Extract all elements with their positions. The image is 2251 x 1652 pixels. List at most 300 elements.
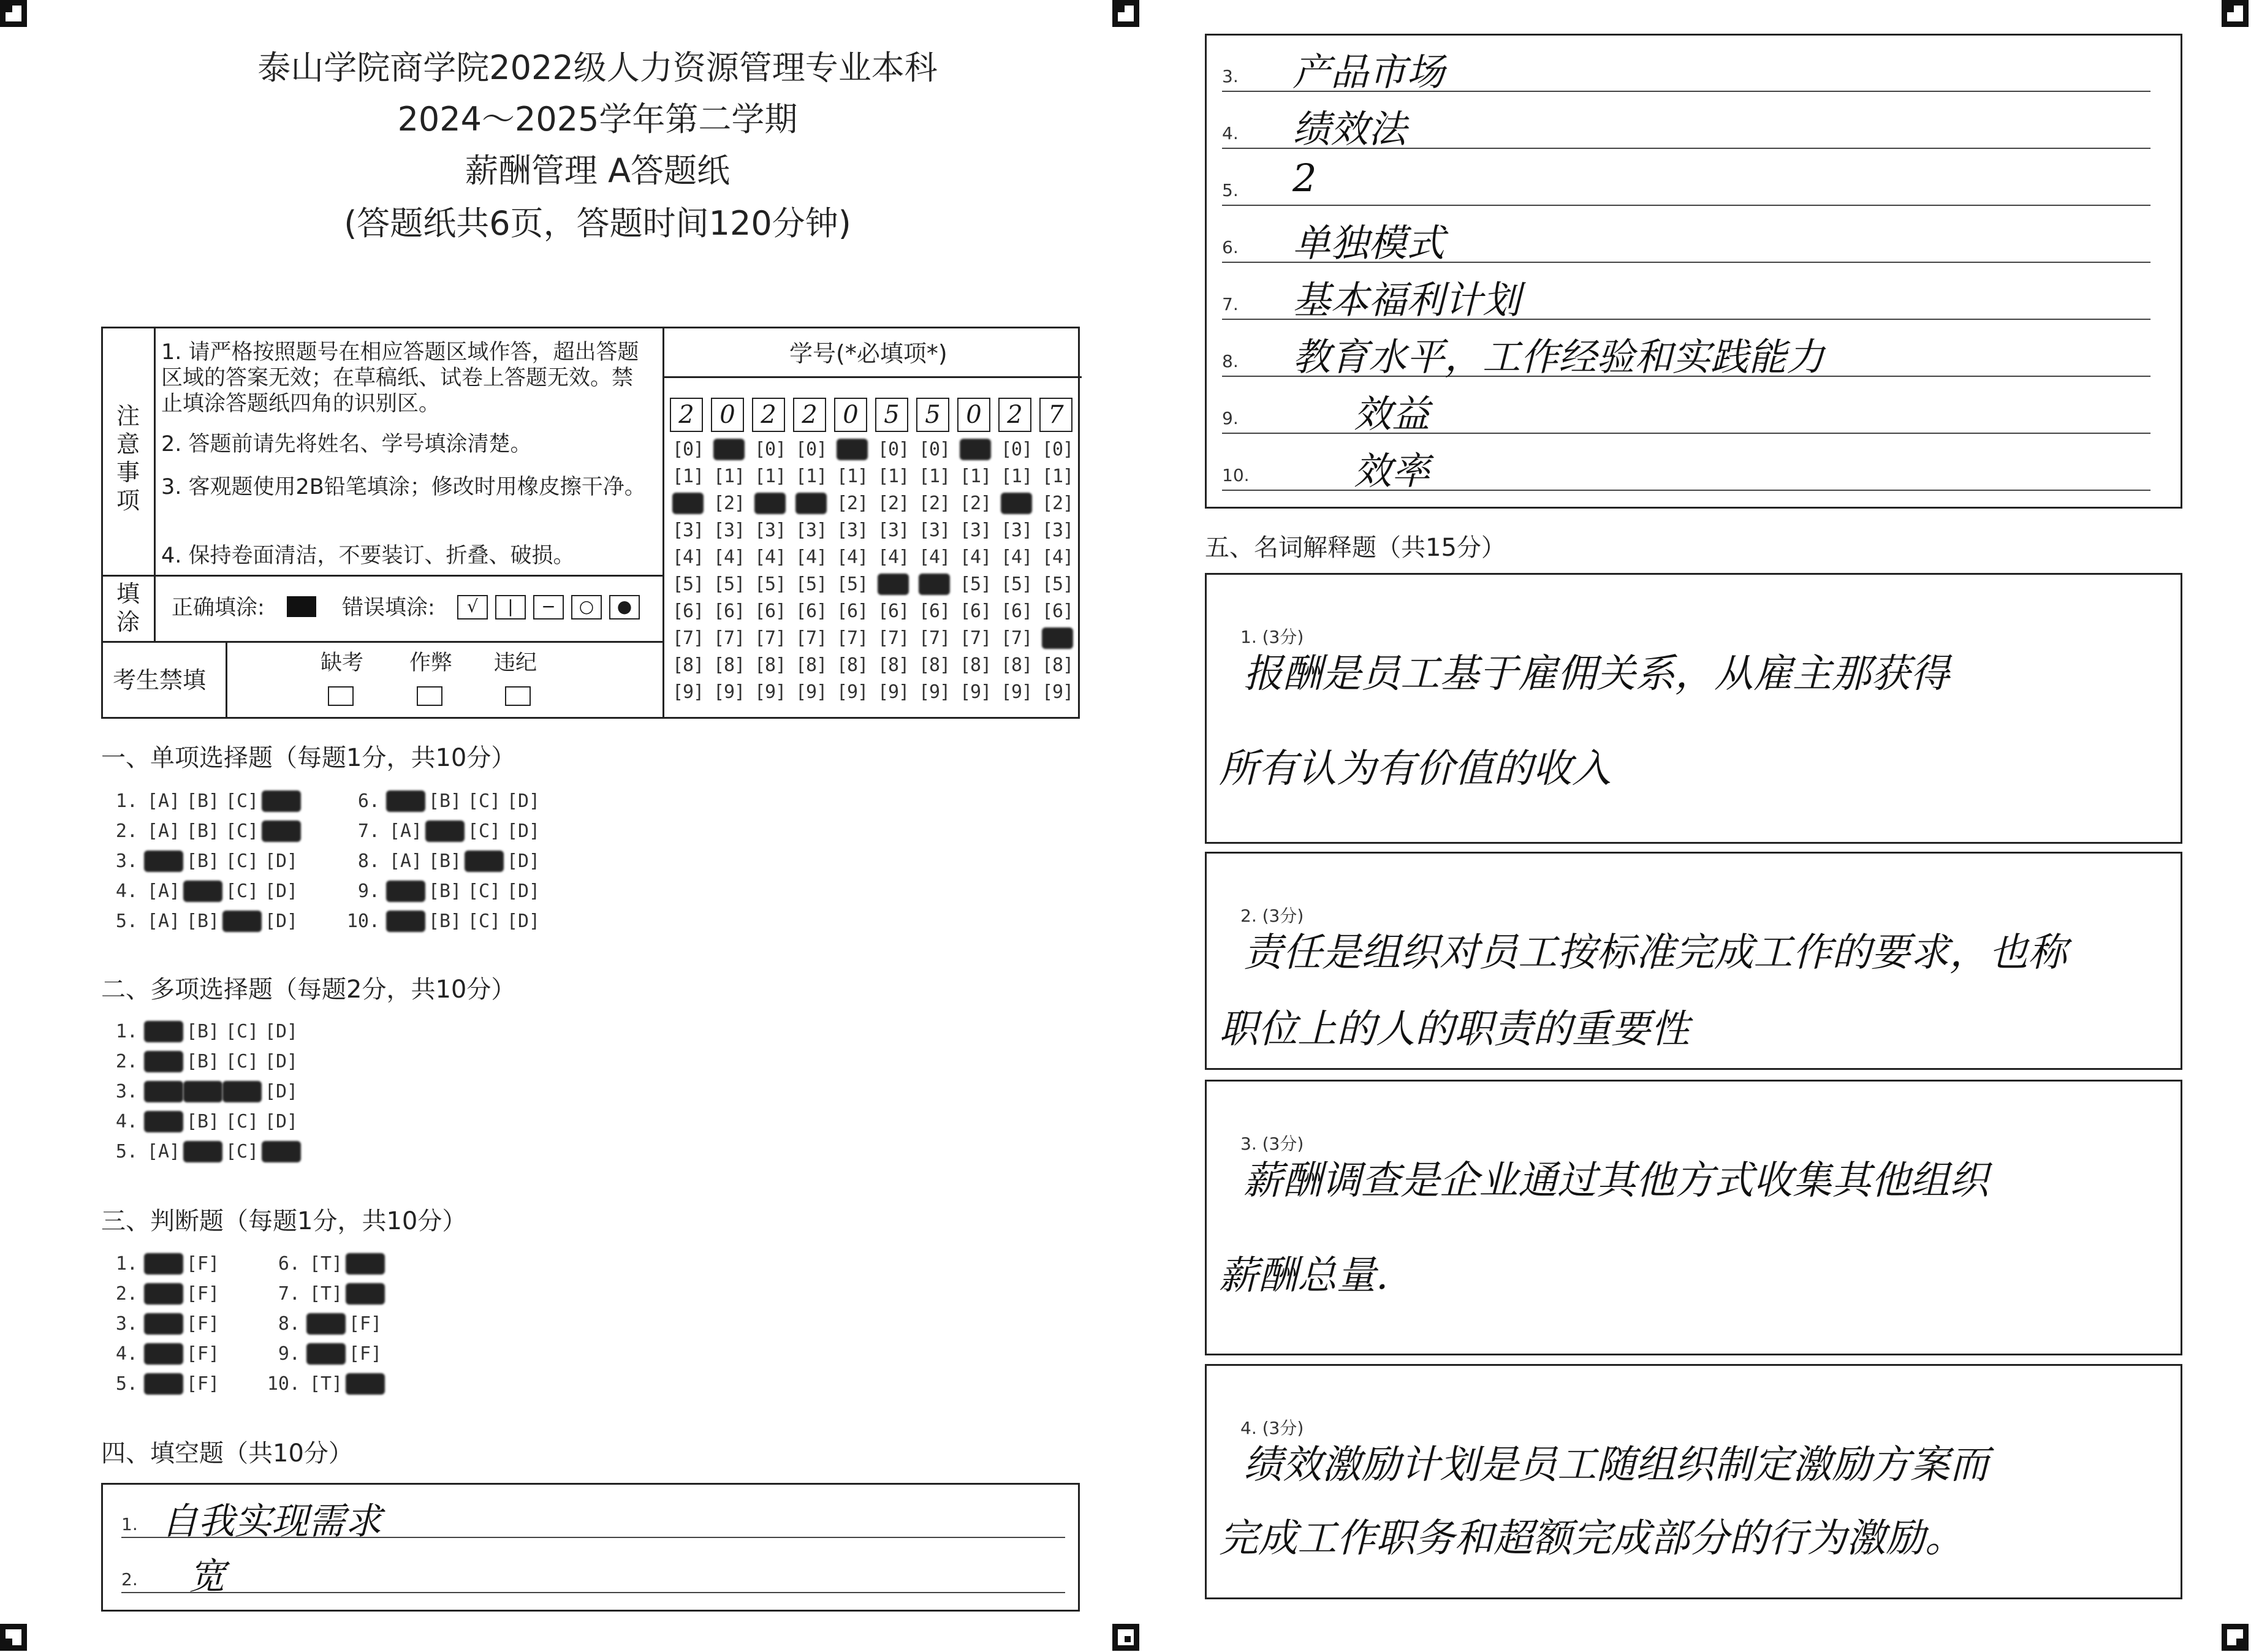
question-row xyxy=(101,790,301,812)
option-bubble-f[interactable]: [F] xyxy=(346,1253,385,1275)
blank-answer: 效益 xyxy=(1354,392,1430,436)
student-id-digit: 0 xyxy=(834,398,867,432)
blank-answer: 基本福利计划 xyxy=(1293,278,1521,322)
section-true-false: 三、判断题（每题1分，共10分） xyxy=(101,1207,467,1235)
question-number: 2. xyxy=(115,1051,138,1072)
notice-label: 注意事项 xyxy=(116,403,140,514)
student-id-bubble[interactable]: [5] xyxy=(754,574,786,595)
option-bubble-t[interactable]: [T] xyxy=(144,1313,183,1335)
student-id-bubble[interactable]: [3] xyxy=(754,520,786,541)
option-bubble-t[interactable]: [T] xyxy=(144,1373,183,1395)
question-number: 5. xyxy=(115,1373,138,1395)
option-bubble-c[interactable]: [C] xyxy=(222,911,262,932)
option-bubble-a[interactable]: [A] xyxy=(389,820,423,842)
student-id-bubble[interactable]: [2] xyxy=(878,493,909,514)
question-number: 2. xyxy=(115,820,138,842)
blank-number: 3. xyxy=(1222,66,1239,86)
option-bubble-c[interactable]: [C] xyxy=(225,1111,259,1132)
question-number: 4. xyxy=(115,1343,138,1365)
student-id-bubble[interactable]: [1] xyxy=(713,466,745,487)
notice-item-3: 3. 客观题使用2B铅笔填涂；修改时用橡皮擦干净。 xyxy=(161,475,646,499)
student-id-bubble[interactable]: [5] xyxy=(713,574,745,595)
question-number: 5. xyxy=(115,911,138,932)
question-row xyxy=(264,1313,385,1335)
student-id-bubble[interactable]: [4] xyxy=(878,547,909,568)
question-number: 8. xyxy=(357,851,380,872)
question-number: 1. xyxy=(115,1021,138,1042)
correct-fill-label: 正确填涂: xyxy=(172,596,265,620)
student-id-bubble[interactable]: [3] xyxy=(1042,520,1074,541)
option-bubble-a[interactable]: [A] xyxy=(144,851,183,872)
student-id-digit: 5 xyxy=(875,398,908,432)
student-id-bubble[interactable]: [8] xyxy=(837,654,868,676)
section-multi-choice: 二、多项选择题（每题2分，共10分） xyxy=(101,976,516,1004)
question-row xyxy=(264,1343,385,1365)
forbid-cheat-checkbox[interactable] xyxy=(417,686,442,706)
option-bubble-b[interactable]: [B] xyxy=(186,1111,220,1132)
wrong-mark-dot: ● xyxy=(609,595,640,620)
header-subject: 薪酬管理 A答题纸 xyxy=(465,151,731,190)
option-bubble-f[interactable]: [F] xyxy=(346,1283,385,1305)
student-id-bubble[interactable]: [0] xyxy=(713,439,745,460)
option-bubble-b[interactable]: [B] xyxy=(428,790,462,812)
student-id-digit: 5 xyxy=(916,398,949,432)
forbid-absent-checkbox[interactable] xyxy=(328,686,354,706)
question-number: 9. xyxy=(357,881,380,902)
question-number: 9. xyxy=(278,1343,300,1365)
option-bubble-d[interactable]: [D] xyxy=(264,851,298,872)
option-bubble-d[interactable]: [D] xyxy=(264,881,298,902)
student-id-bubble[interactable]: [8] xyxy=(672,654,704,676)
question-row xyxy=(101,1021,301,1042)
blank-number: 6. xyxy=(1222,237,1239,257)
student-id-bubble[interactable]: [0] xyxy=(919,439,951,460)
wrong-mark-bar: | xyxy=(495,595,526,620)
wrong-fill-label: 错误填涂: xyxy=(342,596,435,620)
student-id-bubble[interactable]: [7] xyxy=(672,627,704,649)
student-id-bubble[interactable]: [7] xyxy=(713,627,745,649)
option-bubble-c[interactable]: [C] xyxy=(225,851,259,872)
notice-item-2: 2. 答题前请先将姓名、学号填涂清楚。 xyxy=(161,432,532,457)
student-id-bubble[interactable]: [0] xyxy=(1042,439,1074,460)
option-bubble-d[interactable]: [D] xyxy=(506,820,541,842)
option-bubble-d[interactable]: [D] xyxy=(506,881,541,902)
student-id-bubble[interactable]: [3] xyxy=(672,520,704,541)
student-id-bubble[interactable]: [3] xyxy=(919,520,951,541)
option-bubble-d[interactable]: [D] xyxy=(264,911,298,932)
option-bubble-a[interactable]: [A] xyxy=(146,790,181,812)
header-note: (答题纸共6页，答题时间120分钟) xyxy=(344,204,851,243)
forbid-violation-label: 违纪 xyxy=(494,651,537,675)
student-id-bubble[interactable]: [7] xyxy=(878,627,909,649)
student-id-bubble[interactable]: [7] xyxy=(1042,627,1074,649)
option-bubble-b[interactable]: [B] xyxy=(183,1141,222,1162)
student-id-bubble[interactable]: [6] xyxy=(754,601,786,622)
student-id-bubble[interactable]: [3] xyxy=(878,520,909,541)
forbid-violation-checkbox[interactable] xyxy=(505,686,531,706)
option-bubble-b[interactable]: [B] xyxy=(186,820,220,842)
student-id-bubble[interactable]: [2] xyxy=(1042,493,1074,514)
student-id-bubble[interactable]: [5] xyxy=(795,574,827,595)
blank-number: 7. xyxy=(1222,294,1239,314)
forbid-label: 考生禁填 xyxy=(113,667,207,694)
question-row xyxy=(343,881,543,902)
student-id-bubble[interactable]: [9] xyxy=(837,681,868,703)
student-id-bubble[interactable]: [9] xyxy=(919,681,951,703)
option-bubble-b[interactable]: [B] xyxy=(186,1021,220,1042)
student-id-bubble[interactable]: [8] xyxy=(960,654,992,676)
question-row xyxy=(343,851,543,872)
student-id-bubble[interactable]: [2] xyxy=(1001,493,1033,514)
option-bubble-a[interactable]: [A] xyxy=(144,1081,183,1102)
blank-number: 2. xyxy=(121,1569,138,1589)
wrong-fill-samples xyxy=(457,595,640,620)
student-id-bubble[interactable]: [5] xyxy=(672,574,704,595)
student-id-bubble[interactable]: [1] xyxy=(960,466,992,487)
option-bubble-d[interactable]: [D] xyxy=(264,1051,298,1072)
student-id-bubble[interactable]: [7] xyxy=(919,627,951,649)
option-bubble-c[interactable]: [C] xyxy=(225,1021,259,1042)
definition-line-1: 薪酬调查是企业通过其他方式收集其他组织 xyxy=(1243,1158,1989,1203)
option-bubble-c[interactable]: [C] xyxy=(225,881,259,902)
option-bubble-a[interactable]: [A] xyxy=(144,1021,183,1042)
student-id-digit: 7 xyxy=(1039,398,1072,432)
definition-line-2: 职位上的人的职责的重要性 xyxy=(1219,1007,1690,1052)
fill-blank-box-right xyxy=(1205,34,2182,509)
question-row xyxy=(343,790,543,812)
option-bubble-d[interactable]: [D] xyxy=(506,911,541,932)
option-bubble-c[interactable]: [C] xyxy=(467,911,501,932)
student-id-bubble[interactable]: [2] xyxy=(837,493,868,514)
student-id-digit: 2 xyxy=(752,398,785,432)
option-bubble-b[interactable]: [B] xyxy=(428,911,462,932)
student-id-bubble[interactable]: [0] xyxy=(878,439,909,460)
question-number: 7. xyxy=(278,1283,300,1305)
wrong-mark-circle: ○ xyxy=(571,595,602,620)
corner-mark-bottom-left xyxy=(0,1624,27,1651)
question-row xyxy=(264,1283,385,1305)
option-bubble-t[interactable]: [T] xyxy=(309,1283,343,1305)
student-id-bubble[interactable]: [0] xyxy=(672,439,704,460)
student-id-bubble[interactable]: [9] xyxy=(1001,681,1033,703)
option-bubble-b[interactable]: [B] xyxy=(186,1051,220,1072)
student-id-bubble[interactable]: [6] xyxy=(795,601,827,622)
student-id-bubble[interactable]: [2] xyxy=(713,493,745,514)
question-row xyxy=(264,1253,385,1275)
definition-label: 2. (3分) xyxy=(1240,906,1304,926)
student-id-bubble[interactable]: [7] xyxy=(1001,627,1033,649)
student-id-bubble[interactable]: [1] xyxy=(878,466,909,487)
option-bubble-c[interactable]: [C] xyxy=(467,790,501,812)
student-id-bubble[interactable]: [4] xyxy=(1001,547,1033,568)
notice-box xyxy=(101,327,1080,719)
option-bubble-d[interactable]: [D] xyxy=(262,1141,301,1162)
student-id-bubble[interactable]: [9] xyxy=(960,681,992,703)
option-bubble-t[interactable]: [T] xyxy=(144,1283,183,1305)
option-bubble-f[interactable]: [F] xyxy=(348,1313,382,1335)
option-bubble-b[interactable]: [B] xyxy=(186,790,220,812)
section-fill-blank: 四、填空题（共10分） xyxy=(101,1439,353,1468)
option-bubble-a[interactable]: [A] xyxy=(146,881,181,902)
correct-fill-sample xyxy=(287,596,316,617)
option-bubble-b[interactable]: [B] xyxy=(428,851,462,872)
question-row xyxy=(101,1313,222,1335)
student-id-bubble[interactable]: [1] xyxy=(795,466,827,487)
option-bubble-b[interactable]: [B] xyxy=(425,820,465,842)
student-id-bubble[interactable]: [1] xyxy=(919,466,951,487)
student-id-bubble[interactable]: [6] xyxy=(919,601,951,622)
question-row xyxy=(101,1111,301,1132)
question-number: 4. xyxy=(115,881,138,902)
question-row xyxy=(101,1051,301,1072)
option-bubble-c[interactable]: [C] xyxy=(467,820,501,842)
student-id-bubble[interactable]: [8] xyxy=(795,654,827,676)
student-id-digit: 2 xyxy=(998,398,1031,432)
blank-number: 5. xyxy=(1222,180,1239,200)
definition-line-2: 完成工作职务和超额完成部分的行为激励。 xyxy=(1219,1516,1964,1561)
blank-answer: 绩效法 xyxy=(1293,107,1407,151)
option-bubble-f[interactable]: [F] xyxy=(186,1373,220,1395)
blank-answer: 自我实现需求 xyxy=(161,1500,382,1543)
corner-mark-top-right xyxy=(2222,0,2249,27)
question-row xyxy=(264,1373,385,1395)
option-bubble-b[interactable]: [B] xyxy=(183,881,222,902)
option-bubble-d[interactable]: [D] xyxy=(264,1111,298,1132)
section-definitions: 五、名词解释题（共15分） xyxy=(1205,534,1506,562)
option-bubble-f[interactable]: [F] xyxy=(186,1343,220,1365)
question-row xyxy=(101,1373,222,1395)
option-bubble-t[interactable]: [T] xyxy=(309,1253,343,1275)
student-id-bubble[interactable]: [1] xyxy=(837,466,868,487)
student-id-bubble[interactable]: [4] xyxy=(960,547,992,568)
option-bubble-f[interactable]: [F] xyxy=(186,1313,220,1335)
student-id-bubble[interactable]: [6] xyxy=(960,601,992,622)
student-id-bubble[interactable]: [4] xyxy=(795,547,827,568)
student-id-bubble[interactable]: [4] xyxy=(837,547,868,568)
option-bubble-b[interactable]: [B] xyxy=(186,851,220,872)
student-id-bubble[interactable]: [9] xyxy=(795,681,827,703)
definition-line-1: 绩效激励计划是员工随组织制定激励方案而 xyxy=(1243,1442,1989,1488)
student-id-bubble[interactable]: [9] xyxy=(754,681,786,703)
student-id-bubble[interactable]: [6] xyxy=(837,601,868,622)
student-id-bubble[interactable]: [5] xyxy=(878,574,909,595)
option-bubble-d[interactable]: [D] xyxy=(264,1081,298,1102)
student-id-bubble[interactable]: [7] xyxy=(837,627,868,649)
option-bubble-t[interactable]: [T] xyxy=(144,1253,183,1275)
option-bubble-f[interactable]: [F] xyxy=(346,1373,385,1395)
student-id-bubble[interactable]: [8] xyxy=(713,654,745,676)
option-bubble-f[interactable]: [F] xyxy=(186,1283,220,1305)
definition-label: 3. (3分) xyxy=(1240,1134,1304,1154)
student-id-bubble[interactable]: [6] xyxy=(1042,601,1074,622)
option-bubble-a[interactable]: [A] xyxy=(386,911,425,932)
student-id-bubble[interactable]: [8] xyxy=(878,654,909,676)
student-id-bubble[interactable]: [4] xyxy=(1042,547,1074,568)
blank-number: 4. xyxy=(1222,123,1239,143)
student-id-bubble[interactable]: [7] xyxy=(795,627,827,649)
student-id-bubble[interactable]: [6] xyxy=(878,601,909,622)
student-id-bubble[interactable]: [1] xyxy=(1042,466,1074,487)
question-row xyxy=(101,911,301,932)
student-id-bubble[interactable]: [0] xyxy=(1001,439,1033,460)
student-id-bubble[interactable]: [6] xyxy=(672,601,704,622)
option-bubble-t[interactable]: [T] xyxy=(306,1343,346,1365)
question-row xyxy=(101,1283,222,1305)
blank-number: 1. xyxy=(121,1514,138,1534)
student-id-bubble[interactable]: [3] xyxy=(1001,520,1033,541)
student-id-bubble[interactable]: [2] xyxy=(919,493,951,514)
corner-mark-bottom-middle xyxy=(1112,1624,1139,1651)
option-bubble-d[interactable]: [D] xyxy=(264,1021,298,1042)
student-id-bubble[interactable]: [1] xyxy=(754,466,786,487)
student-id-bubble[interactable]: [2] xyxy=(960,493,992,514)
option-bubble-a[interactable]: [A] xyxy=(389,851,423,872)
student-id-bubble[interactable]: [8] xyxy=(1042,654,1074,676)
option-bubble-c[interactable]: [C] xyxy=(225,790,259,812)
header-term: 2024～2025学年第二学期 xyxy=(397,100,798,138)
student-id-bubble[interactable]: [5] xyxy=(837,574,868,595)
definition-answer-box xyxy=(1205,1080,2182,1355)
option-bubble-a[interactable]: [A] xyxy=(146,1141,181,1162)
option-bubble-a[interactable]: [A] xyxy=(144,1111,183,1132)
option-bubble-d[interactable]: [D] xyxy=(506,790,541,812)
wrong-mark-check: √ xyxy=(457,595,488,620)
student-id-digit: 2 xyxy=(793,398,826,432)
question-row xyxy=(101,1081,301,1102)
fill-label: 填涂 xyxy=(116,580,140,635)
question-number: 1. xyxy=(115,790,138,812)
option-bubble-c[interactable]: [C] xyxy=(225,1141,259,1162)
section-single-choice: 一、单项选择题（每题1分，共10分） xyxy=(101,744,516,772)
question-number: 6. xyxy=(357,790,380,812)
student-id-bubble[interactable]: [5] xyxy=(1001,574,1033,595)
student-id-bubble[interactable]: [3] xyxy=(795,520,827,541)
blank-answer: 教育水平，工作经验和实践能力 xyxy=(1293,335,1825,379)
blank-number: 9. xyxy=(1222,408,1239,428)
student-id-bubble[interactable]: [8] xyxy=(919,654,951,676)
question-number: 3. xyxy=(115,851,138,872)
option-bubble-c[interactable]: [C] xyxy=(225,1051,259,1072)
student-id-bubble[interactable]: [4] xyxy=(919,547,951,568)
student-id-bubble[interactable]: [0] xyxy=(960,439,992,460)
question-number: 3. xyxy=(115,1313,138,1335)
student-id-digit: 2 xyxy=(670,398,703,432)
student-id-bubble[interactable]: [7] xyxy=(960,627,992,649)
header-school: 泰山学院商学院2022级人力资源管理专业本科 xyxy=(257,48,938,87)
blank-answer: 产品市场 xyxy=(1293,50,1445,94)
student-id-bubble[interactable]: [0] xyxy=(795,439,827,460)
option-bubble-b[interactable]: [B] xyxy=(428,881,462,902)
definition-answer-box xyxy=(1205,852,2182,1070)
wrong-mark-dash: − xyxy=(533,595,564,620)
student-id-bubble[interactable]: [4] xyxy=(672,547,704,568)
question-row xyxy=(101,1253,222,1275)
blank-answer: 单独模式 xyxy=(1293,221,1445,265)
option-bubble-c[interactable]: [C] xyxy=(465,851,504,872)
student-id-bubble[interactable]: [5] xyxy=(919,574,951,595)
option-bubble-f[interactable]: [F] xyxy=(186,1253,220,1275)
option-bubble-d[interactable]: [D] xyxy=(506,851,541,872)
question-number: 10. xyxy=(346,911,380,932)
question-number: 5. xyxy=(115,1141,138,1162)
question-number: 2. xyxy=(115,1283,138,1305)
student-id-bubble[interactable]: [3] xyxy=(837,520,868,541)
option-bubble-c[interactable]: [C] xyxy=(225,820,259,842)
option-bubble-f[interactable]: [F] xyxy=(348,1343,382,1365)
option-bubble-b[interactable]: [B] xyxy=(186,911,220,932)
forbid-absent-label: 缺考 xyxy=(321,651,364,675)
student-id-bubble[interactable]: [8] xyxy=(754,654,786,676)
student-id-bubble[interactable]: [2] xyxy=(795,493,827,514)
student-id-bubble[interactable]: [0] xyxy=(754,439,786,460)
option-bubble-a[interactable]: [A] xyxy=(386,790,425,812)
student-id-bubble[interactable]: [5] xyxy=(960,574,992,595)
student-id-bubble[interactable]: [1] xyxy=(672,466,704,487)
student-id-bubble[interactable]: [9] xyxy=(672,681,704,703)
student-id-bubble[interactable]: [5] xyxy=(1042,574,1074,595)
option-bubble-d[interactable]: [D] xyxy=(262,790,301,812)
student-id-bubble[interactable]: [7] xyxy=(754,627,786,649)
blank-number: 8. xyxy=(1222,351,1239,371)
definition-line-1: 报酬是员工基于雇佣关系，从雇主那获得 xyxy=(1243,651,1949,697)
option-bubble-t[interactable]: [T] xyxy=(306,1313,346,1335)
blank-answer: 宽 xyxy=(189,1555,226,1598)
notice-item-1: 1. 请严格按照题号在相应答题区域作答，超出答题区域的答案无效；在草稿纸、试卷上答题无效。禁止填涂答题纸四角的识别区。 xyxy=(161,340,639,416)
student-id-bubble[interactable]: [9] xyxy=(878,681,909,703)
student-id-bubble[interactable]: [4] xyxy=(754,547,786,568)
student-id-label: 学号(*必填项*) xyxy=(789,340,947,367)
student-id-bubble[interactable]: [2] xyxy=(754,493,786,514)
question-number: 10. xyxy=(267,1373,300,1395)
definition-line-2: 所有认为有价值的收入 xyxy=(1219,746,1611,792)
blank-number: 10. xyxy=(1222,465,1250,485)
student-id-bubble[interactable]: [1] xyxy=(1001,466,1033,487)
definition-line-1: 责任是组织对员工按标准完成工作的要求，也称 xyxy=(1243,930,2067,976)
option-bubble-c[interactable]: [C] xyxy=(467,881,501,902)
question-number: 4. xyxy=(115,1111,138,1132)
option-bubble-a[interactable]: [A] xyxy=(386,881,425,902)
student-id-bubble[interactable]: [6] xyxy=(713,601,745,622)
fill-blank-box-left xyxy=(101,1483,1080,1612)
question-row xyxy=(343,820,543,842)
student-id-digit: 0 xyxy=(711,398,744,432)
option-bubble-c[interactable]: [C] xyxy=(222,1081,262,1102)
student-id-bubble[interactable]: [9] xyxy=(713,681,745,703)
option-bubble-d[interactable]: [D] xyxy=(262,820,301,842)
option-bubble-a[interactable]: [A] xyxy=(146,820,181,842)
student-id-bubble[interactable]: [3] xyxy=(960,520,992,541)
question-row xyxy=(343,911,543,932)
option-bubble-b[interactable]: [B] xyxy=(183,1081,222,1102)
student-id-bubble[interactable]: [8] xyxy=(1001,654,1033,676)
definition-line-2: 薪酬总量. xyxy=(1219,1253,1389,1298)
question-row xyxy=(101,1343,222,1365)
definition-answer-box xyxy=(1205,1364,2182,1599)
student-id-bubble[interactable]: [2] xyxy=(672,493,704,514)
option-bubble-t[interactable]: [T] xyxy=(309,1373,343,1395)
student-id-bubble[interactable]: [3] xyxy=(713,520,745,541)
option-bubble-a[interactable]: [A] xyxy=(146,911,181,932)
student-id-bubble[interactable]: [9] xyxy=(1042,681,1074,703)
question-number: 1. xyxy=(115,1253,138,1275)
option-bubble-a[interactable]: [A] xyxy=(144,1051,183,1072)
student-id-bubble[interactable]: [4] xyxy=(713,547,745,568)
option-bubble-t[interactable]: [T] xyxy=(144,1343,183,1365)
notice-item-4: 4. 保持卷面清洁，不要装订、折叠、破损。 xyxy=(161,544,575,568)
student-id-bubble[interactable]: [0] xyxy=(837,439,868,460)
student-id-bubble[interactable]: [6] xyxy=(1001,601,1033,622)
definition-label: 1. (3分) xyxy=(1240,627,1304,647)
